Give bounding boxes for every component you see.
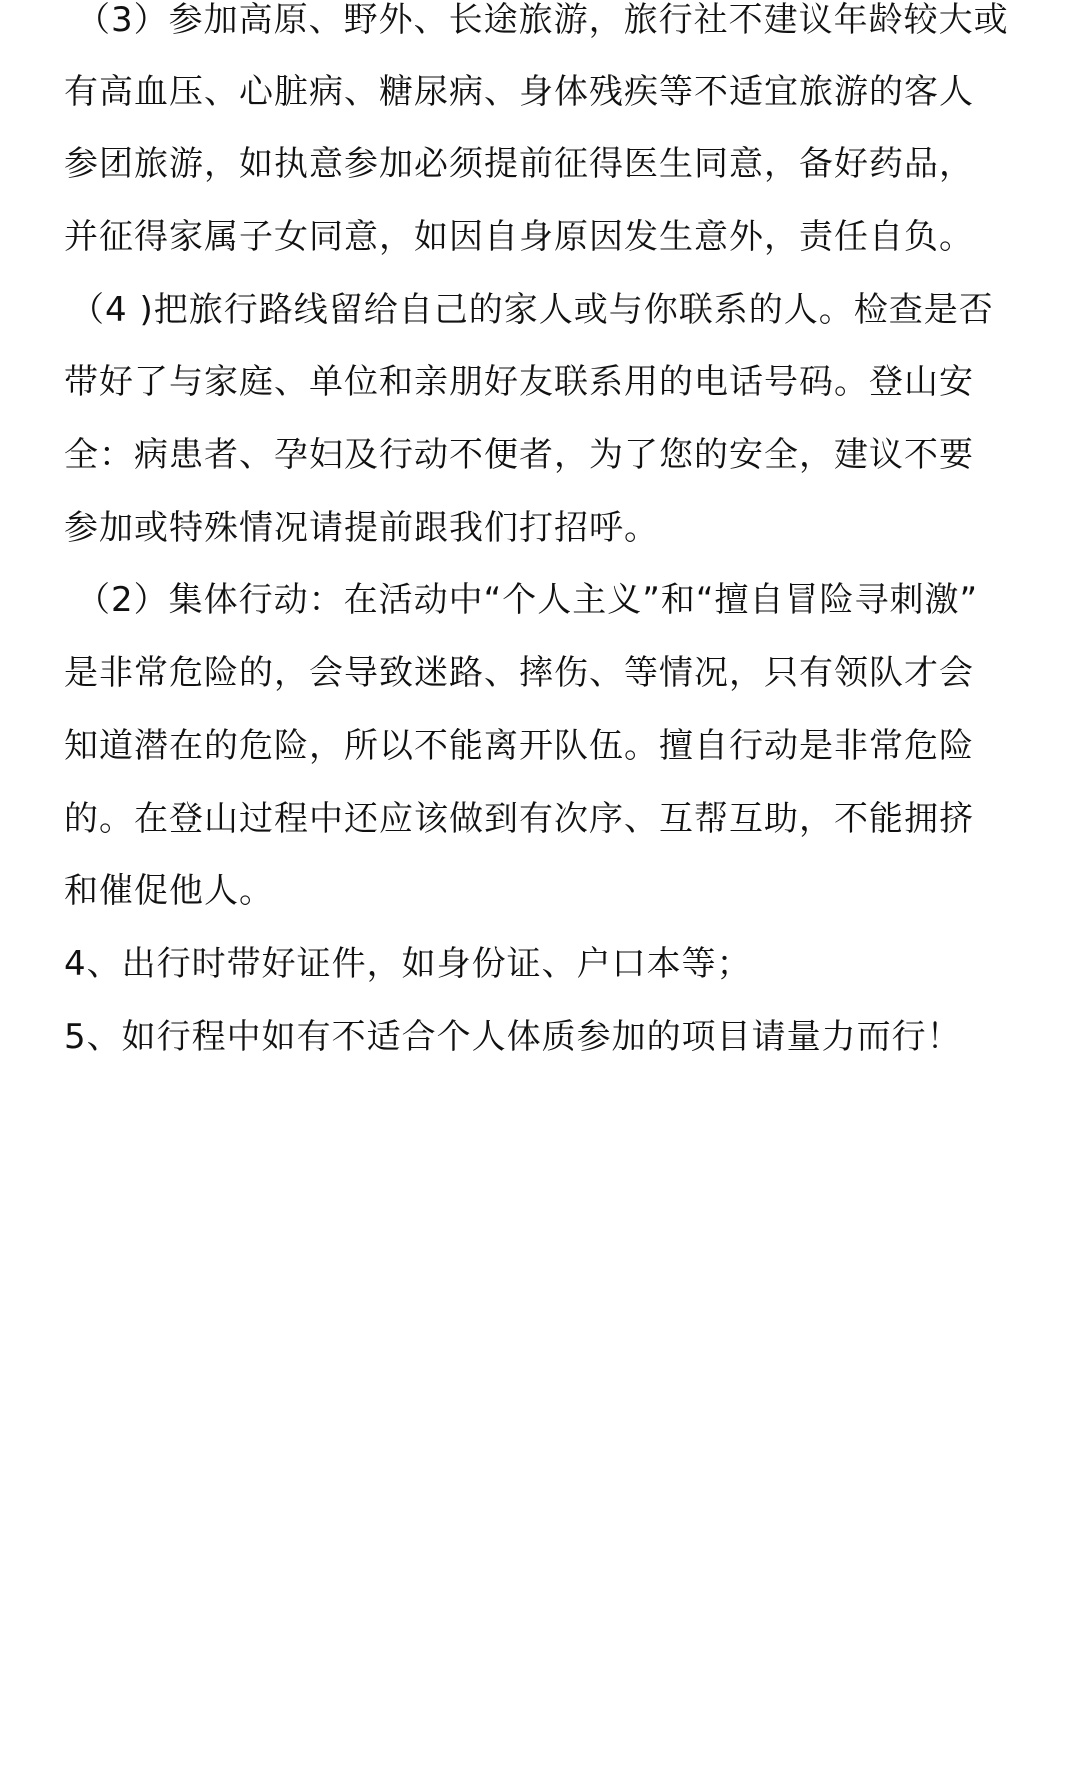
text-line: 和催促他人。: [64, 871, 274, 911]
text-line: 知道潜在的危险，所以不能离开队伍。擅自行动是非常危险: [64, 726, 974, 766]
text-line: 带好了与家庭、单位和亲朋好友联系用的电话号码。登山安: [64, 362, 974, 402]
text-line: 4、出行时带好证件，如身份证、户口本等；: [64, 944, 752, 984]
text-line: 有高血压、心脏病、糖尿病、身体残疾等不适宜旅游的客人: [64, 72, 974, 112]
text-line: 并征得家属子女同意，如因自身原因发生意外，责任自负。: [64, 217, 974, 257]
text-line: 参团旅游，如执意参加必须提前征得医生同意，备好药品，: [64, 144, 974, 184]
text-line: （4 )把旅行路线留给自己的家人或与你联系的人。检查是否: [70, 290, 994, 330]
text-line: （3）参加高原、野外、长途旅游，旅行社不建议年龄较大或: [76, 0, 1009, 40]
text-line: 参加或特殊情况请提前跟我们打招呼。: [64, 508, 659, 548]
text-line: 全：病患者、孕妇及行动不便者，为了您的安全，建议不要: [64, 435, 974, 475]
text-line: 是非常危险的，会导致迷路、摔伤、等情况，只有领队才会: [64, 653, 974, 693]
text-line: 的。在登山过程中还应该做到有次序、互帮互助，不能拥挤: [64, 799, 974, 839]
text-line: （2）集体行动：在活动中“个人主义”和“擅自冒险寻刺激”: [76, 580, 979, 620]
text-line: 5、如行程中如有不适合个人体质参加的项目请量力而行！: [64, 1017, 962, 1057]
